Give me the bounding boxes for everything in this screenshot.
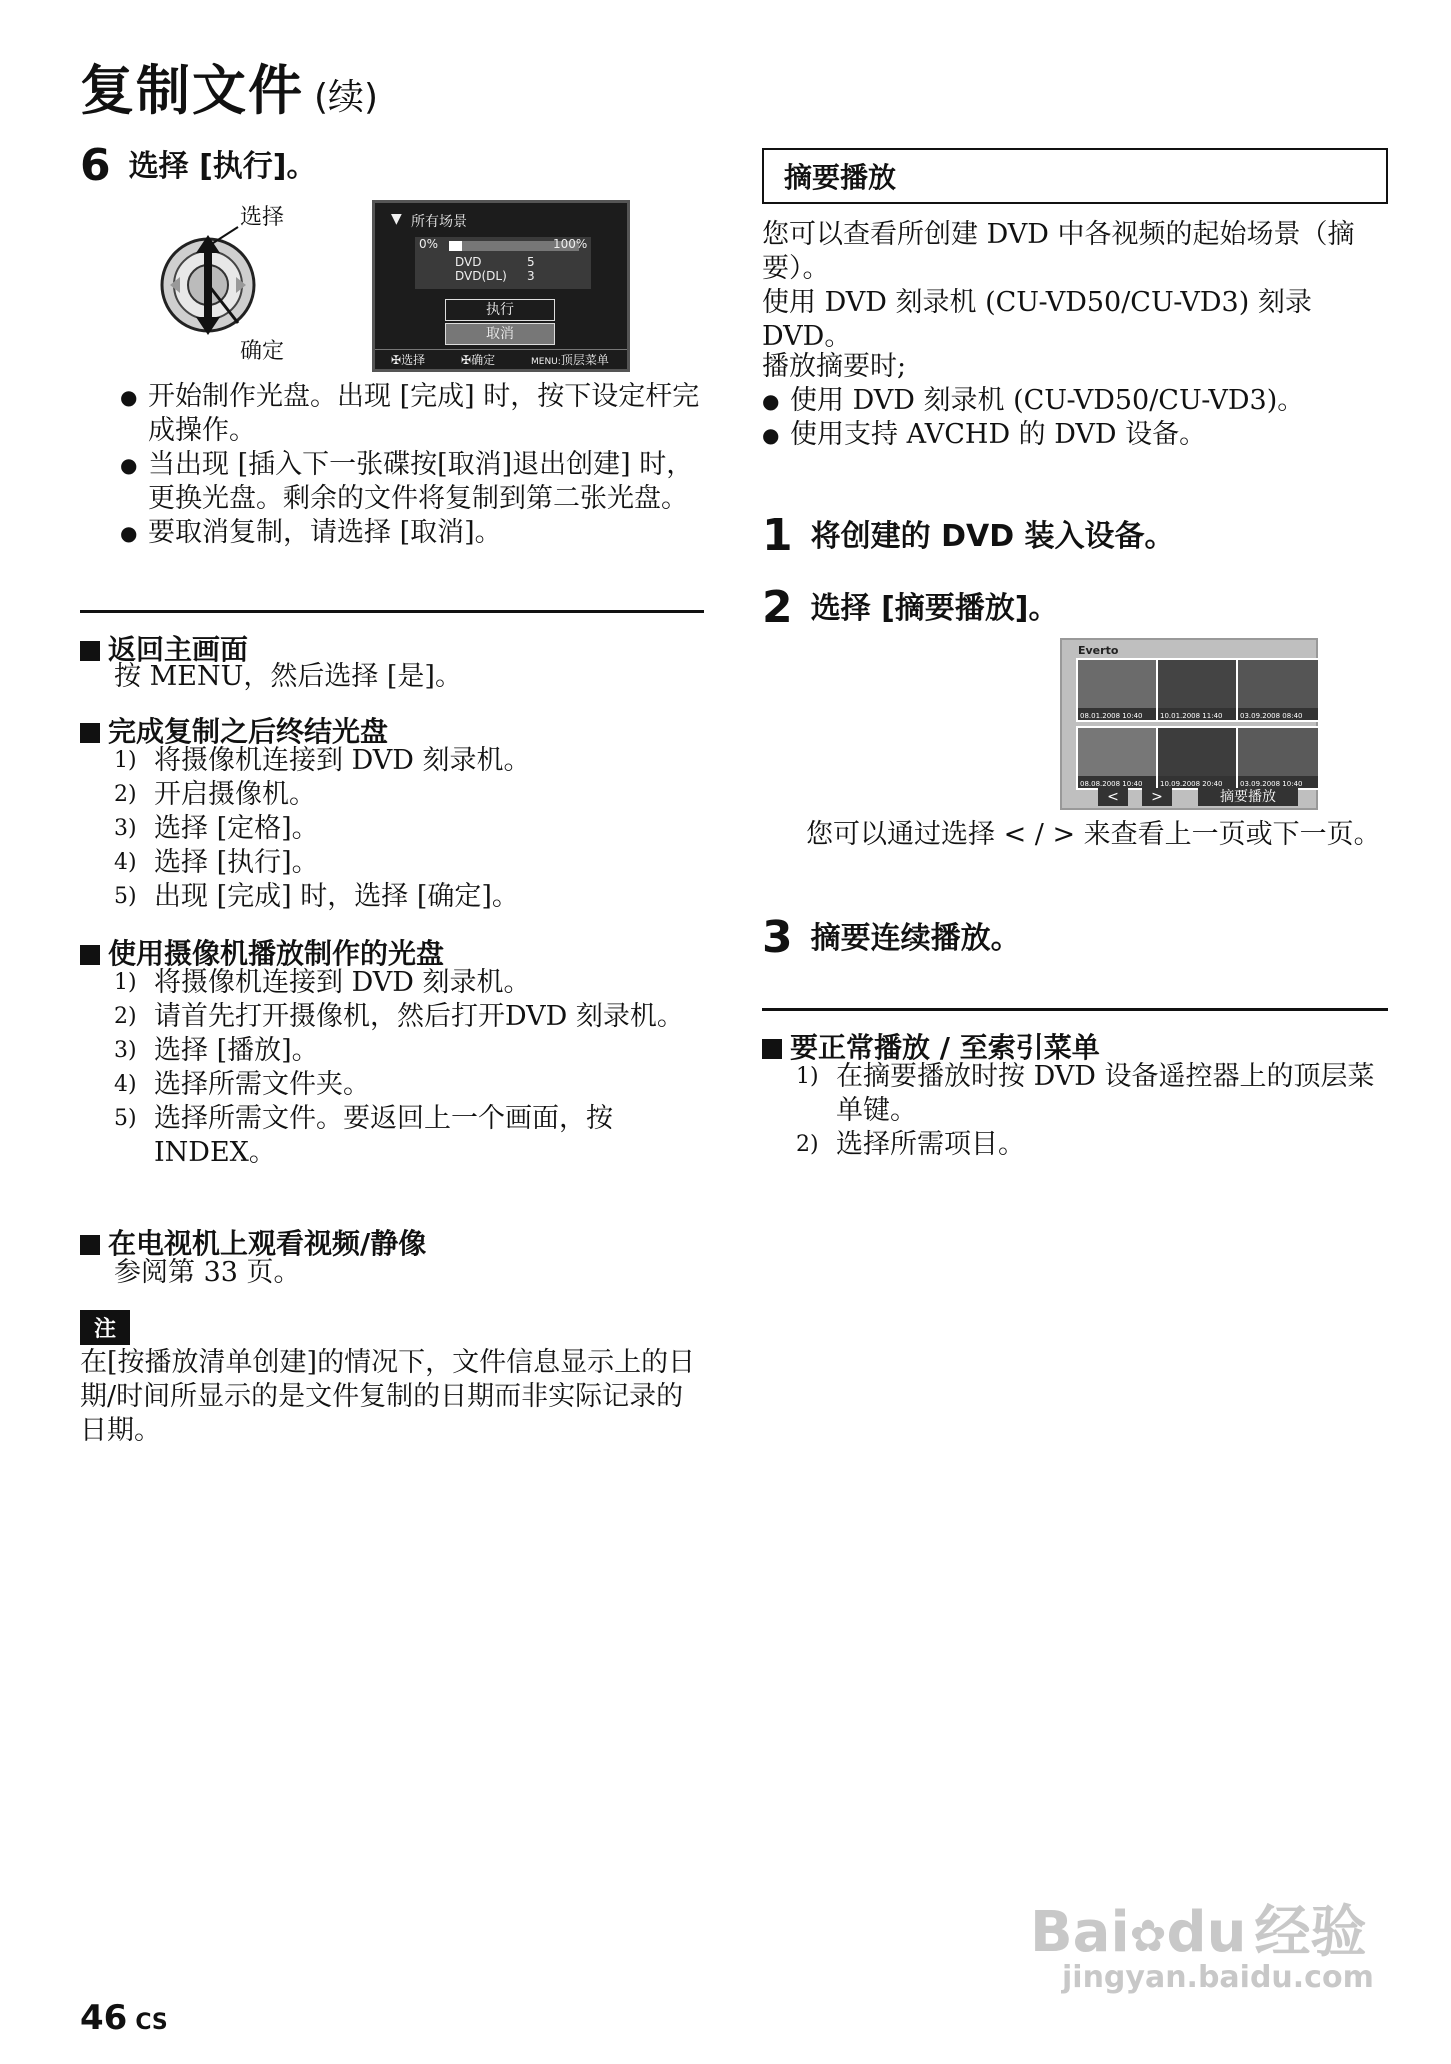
lcd-dvd-label: DVD: [455, 255, 482, 269]
camera-icon: ▼: [391, 211, 402, 227]
lcd-cancel-button[interactable]: 取消: [445, 323, 555, 345]
digest-intro-1: 您可以查看所创建 DVD 中各视频的起始场景（摘要）。: [762, 219, 1355, 284]
list-item: 2) 开启摄像机。: [114, 779, 316, 810]
next-page-button[interactable]: >: [1142, 788, 1172, 806]
list-item: ● 使用 DVD 刻录机 (CU-VD50/CU-VD3)。: [762, 384, 1402, 418]
list-item: 2) 选择所需项目。: [796, 1129, 1025, 1160]
lcd-header: 所有场景: [411, 214, 467, 230]
list-item: 4) 选择 [执行]。: [114, 847, 319, 878]
paw-icon: ✿: [1129, 1911, 1167, 1962]
lcd-footer-select: ✠选择: [391, 353, 426, 367]
section-body-tv: 参阅第 33 页。: [114, 1257, 301, 1288]
list-item: ● 开始制作光盘。出现 [完成] 时，按下设定杆完成操作。: [120, 380, 700, 448]
lcd-pct-start: 0%: [419, 237, 439, 251]
lcd-footer-confirm: ✠确定: [461, 353, 496, 367]
page-title-main: 复制文件: [80, 59, 304, 122]
list-item: 1) 将摄像机连接到 DVD 刻录机。: [114, 967, 531, 998]
list-item: 3) 选择 [播放]。: [114, 1035, 319, 1066]
dial-label-select: 选择: [240, 205, 285, 230]
list-item: ● 当出现 [插入下一张碟按[取消]退出创建] 时，更换光盘。剩余的文件将复制到第二张光盘。: [120, 448, 700, 516]
step-6-bullets: [120, 380, 700, 550]
lcd-footer-menu: MENU:顶层菜单: [531, 353, 609, 367]
digest-play-button[interactable]: 摘要播放: [1198, 788, 1298, 806]
thumbnail-4[interactable]: 08.08.2008 10:40: [1076, 726, 1160, 790]
control-dial-illustration: [150, 205, 290, 364]
list-item: 5) 选择所需文件。要返回上一个画面，按 INDEX。: [114, 1103, 613, 1168]
playback-steps-list: [114, 966, 684, 1170]
step-2-heading: 2 选择 [摘要播放]。: [762, 582, 1059, 633]
page-title: [80, 48, 378, 125]
list-item: ● 使用支持 AVCHD 的 DVD 设备。: [762, 418, 1402, 452]
section-heading-tv: 在电视机上观看视频/静像: [80, 1222, 426, 1262]
thumbnail-2[interactable]: 10.01.2008 11:40: [1156, 658, 1240, 722]
lcd-dvd-value: 5: [527, 255, 535, 269]
lcd-footer-divider: [375, 349, 627, 350]
list-item: 3) 选择 [定格]。: [114, 813, 319, 844]
section-box-digest-playback: 摘要播放: [762, 148, 1388, 204]
lcd-dvddl-value: 3: [527, 269, 535, 283]
section-divider: [80, 610, 704, 613]
list-item: 1) 在摘要播放时按 DVD 设备遥控器上的顶层菜单键。: [796, 1061, 1375, 1126]
thumbnail-6[interactable]: 03.09.2008 10:40: [1236, 726, 1320, 790]
digest-thumbnail-screen: [1060, 638, 1318, 810]
lcd-pct-end: 100%: [553, 237, 588, 251]
baidu-watermark-logo: Bai✿du 经验: [1030, 1900, 1367, 1965]
section-divider: [762, 1008, 1388, 1011]
thumb-screen-header: Everto: [1078, 644, 1119, 657]
lcd-dvddl-label: DVD(DL): [455, 269, 507, 283]
prev-page-button[interactable]: <: [1098, 788, 1128, 806]
list-item: 5) 出现 [完成] 时，选择 [确定]。: [114, 881, 519, 912]
section-body-return: 按 MENU，然后选择 [是]。: [114, 661, 462, 692]
step-text: 选择 [执行]。: [128, 149, 317, 184]
section-heading-playback: 使用摄像机播放制作的光盘: [80, 932, 444, 972]
step-1-heading: 1 将创建的 DVD 装入设备。: [762, 510, 1175, 561]
list-item: ● 要取消复制，请选择 [取消]。: [120, 516, 700, 550]
dial-label-confirm: 确定: [240, 339, 285, 364]
note-body: 在[按播放清单创建]的情况下，文件信息显示上的日期/时间所显示的是文件复制的日期而非实际记录的日期。: [80, 1347, 696, 1446]
finalize-steps-list: [114, 744, 704, 914]
thumbnail-1[interactable]: 08.01.2008 10:40: [1076, 658, 1160, 722]
list-item: 2) 请首先打开摄像机，然后打开DVD 刻录机。: [114, 1001, 684, 1032]
thumbnail-5[interactable]: 10.09.2008 20:40: [1156, 726, 1240, 790]
thumbnail-3[interactable]: 03.09.2008 08:40: [1236, 658, 1320, 722]
digest-intro-2: 使用 DVD 刻录机 (CU-VD50/CU-VD3) 刻录 DVD。: [762, 287, 1312, 352]
lcd-exec-button[interactable]: 执行: [445, 299, 555, 321]
list-item: 4) 选择所需文件夹。: [114, 1069, 370, 1100]
step-2-note: 您可以通过选择 < / > 来查看上一页或下一页。: [806, 819, 1381, 850]
digest-requirements-heading: 播放摘要时;: [762, 351, 907, 382]
baidu-watermark-url: jingyan.baidu.com: [1062, 1960, 1374, 1995]
list-item: 1) 将摄像机连接到 DVD 刻录机。: [114, 745, 531, 776]
page-title-sub: (续): [314, 77, 379, 118]
section-heading-normal-playback: 要正常播放 / 至索引菜单: [762, 1026, 1100, 1066]
section-heading-finalize: 完成复制之后终结光盘: [80, 710, 388, 750]
page-number: 46 CS: [80, 1998, 168, 2038]
lcd-progress-fill: [449, 241, 462, 251]
step-3-heading: 3 摘要连续播放。: [762, 912, 1021, 963]
digest-requirements-list: [762, 384, 1402, 452]
normal-playback-steps-list: [796, 1060, 1386, 1162]
step-6-heading: [80, 140, 317, 191]
step-number: 6: [80, 140, 111, 191]
note-tag: 注: [80, 1310, 130, 1345]
section-heading-return: 返回主画面: [80, 628, 248, 668]
lcd-screen: [372, 200, 630, 372]
